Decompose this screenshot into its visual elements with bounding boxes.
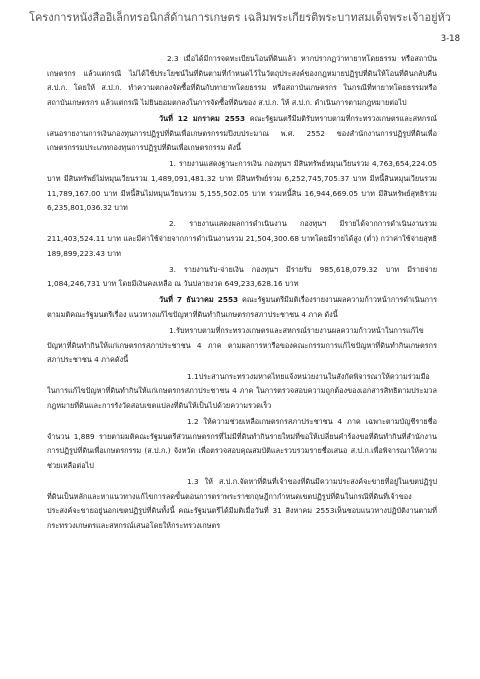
paragraph-date-heading: วันที่ 7 ธันวาคม 2553: [159, 295, 239, 305]
document-body: [47, 52, 437, 535]
paragraph-6: [47, 293, 437, 322]
paragraph-text: คณะรัฐมนตรีมีมติเรื่องรายงานผลความก้าวหน้าการดำเนินการตามมติคณะรัฐมนตรีเรื่อง แนวทางแก้ไขปัญหาที่ดินทำกินเกษตรกรสภาประชาชน 4 ภาค ดังนี้: [47, 295, 437, 320]
paragraph-text: คณะรัฐมนตรีมีมติรับทราบตามที่กระทรวงเกษตรและสหกรณ์เสนอรายงานการเงินกองทุนการปฏิรูปที่ดินเพื่อเกษตรกรรมปีงบประมาณ พ.ศ. 2552 ของสำนักงานการปฏิรูปที่ดินเพื่อเกษตรกรรมประเภทกองทุนการปฏิรูปที่ดินเพื่อเกษตรกรรม ดังนี้: [47, 113, 438, 153]
paragraph-5: [47, 263, 437, 292]
paragraph-7: [47, 324, 437, 368]
paragraph-text: 1. รายงานแสดงฐานะการเงิน กองทุนฯ มีสินทรัพย์หมุนเวียนรวม 4,763,654,224.05 บาท มีสินทรัพย์ไม่หมุนเวียนรวม 1,489,091,481.32 บาท มีสินทรัพย์รวม 6,252,745,705.37 บาท มีหนี้สินหมุนเวียนรวม 11,789,167.00 บาท มีหนี้สินไม่หมุนเวียนรวม 5,155,502.05 บาท รวมหนี้สิน 16,944,669.05 บาท มีสินทรัพย์สุทธิรวม 6,235,801,036.32 บาท: [47, 159, 437, 213]
paragraph-9: [47, 415, 437, 473]
paragraph-1: [47, 52, 437, 110]
paragraph-text: 1.3 ให้ ส.ป.ก.จัดหาที่ดินที่เจ้าของที่ดินมีความประสงค์จะขายที่อยู่ในเขตปฏิรูปที่ดินเป็นหลักและหาแนวทางแก้ไขการลดขั้นตอนการตราพระราชกฤษฎีกากำหนดเขตปฏิรูปที่ดินในกรณีที่ดินที่เจ้าของประสงค์จะขายอยู่นอกเขตปฏิรูปที่ดินทั้งนี้ คณะรัฐมนตรีได้มีมติเมื่อวันที่ 31 สิงหาคม 2553เห็นชอบแนวทางปฏิบัติงานตามที่กระทรวงเกษตรและสหกรณ์เสนอโดยให้กระทรวงเกษตร: [47, 476, 437, 530]
paragraph-8: [47, 370, 437, 414]
paragraph-text: 1.2 ให้ความช่วยเหลือเกษตรกรสภาประชาชน 4 ภาค เฉพาะตามบัญชีรายชื่อ จำนวน 1,889 รายตามมติคณะรัฐมนตรีส่วนเกษตรกรที่ไม่มีที่ดินทำกินรายใหม่ที่ขอให้เปลี่ยนคำร้องขอที่ดินทำกินที่สำนักงานการปฏิรูปที่ดินเพื่อเกษตรกรรม (ส.ป.ก.) จังหวัด เพื่อตรวจสอบคุณสมบัติและรวบรวมรายชื่อเสนอ ส.ป.ก.เพื่อพิจารณาให้ความช่วยเหลือต่อไป: [47, 417, 437, 470]
paragraph-text: 2. รายงานแสดงผลการดำเนินงาน กองทุนฯ มีรายได้จากการดำเนินงานรวม 211,403,524.11 บาท และมีค่าใช้จ่ายจากการดำเนินงานรวม 21,504,300.68 บาทโดยมีรายได้สูง (ต่ำ) กว่าค่าใช้จ่ายสุทธิ 189,899,223.43 บาท: [47, 219, 437, 258]
paragraph-text: 1.1ประสานกระทรวงมหาดไทยแจ้งหน่วยงานในสังกัดพิจารณาให้ความร่วมมือในการแก้ไขปัญหาที่ดินทำกินให้แก่เกษตรกรสภาประชาชน 4 ภาค ในการตรวจสอบความถูกต้องของเอกสารสิทธิตามประมวลกฎหมายที่ดินและการรังวัดสอบเขตแปลงที่ดินให้เป็นไปด้วยความรวดเร็ว: [47, 371, 437, 410]
paragraph-10: [47, 475, 437, 533]
paragraph-text: 1.รับทราบตามที่กระทรวงเกษตรและสหกรณ์รายงานผลความก้าวหน้าในการแก้ไขปัญหาที่ดินทำกินให้แก่เกษตรกรสภาประชาชน 4 ภาค ตามผลการหารือของคณะกรรมการแก้ไขปัญหาที่ดินทำกินเกษตรกรสภาประชาชน 4 ภาคดังนี้: [47, 326, 437, 365]
paragraph-text: 2.3 เมื่อได้มีการจดทะเบียนโอนที่ดินแล้ว หากปรากฏว่าทายาทโดยธรรม หรือสถาบันเกษตรกร แล้วแต่กรณี ไม่ได้ใช้ประโยชน์ในที่ดินตามที่กำหนดไว้ในวัตถุประสงค์ของกฎหมายปฏิรูปที่ดินให้โอนที่ดินกลับคืน ส.ป.ก. โดยให้ ส.ป.ก. ทำความตกลงจัดซื้อที่ดินกับทายาทโดยธรรม หรือสถาบันเกษตรกร ในกรณีที่ทายาทโดยธรรมหรือสถาบันเกษตรกร แล้วแต่กรณี ไม่ยินยอมตกลงในการจัดซื้อที่ดินของ ส.ป.ก. ให้ ส.ป.ก. ดำเนินการตามกฎหมายต่อไป: [47, 54, 437, 107]
page-header-title: โครงการหนังสืออิเล็กทรอนิกส์ด้านการเกษตร เฉลิมพระเกียรติพระบาทสมเด็จพระเจ้าอยู่หัว: [29, 11, 451, 24]
paragraph-4: [47, 217, 437, 261]
paragraph-date-heading: วันที่ 12 มกราคม 2553: [159, 113, 246, 123]
paragraph-2: [47, 112, 437, 156]
paragraph-text: 3. รายงานรับ-จ่ายเงิน กองทุนฯ มีรายรับ 985,618,079.32 บาท มีรายจ่าย 1,084,246,731 บาท โดยมีเงินคงเหลือ ณ วันปลายงวด 649,233,628.16 บาท: [47, 264, 437, 289]
paragraph-3: [47, 157, 437, 215]
page-number: 3-18: [440, 34, 460, 44]
